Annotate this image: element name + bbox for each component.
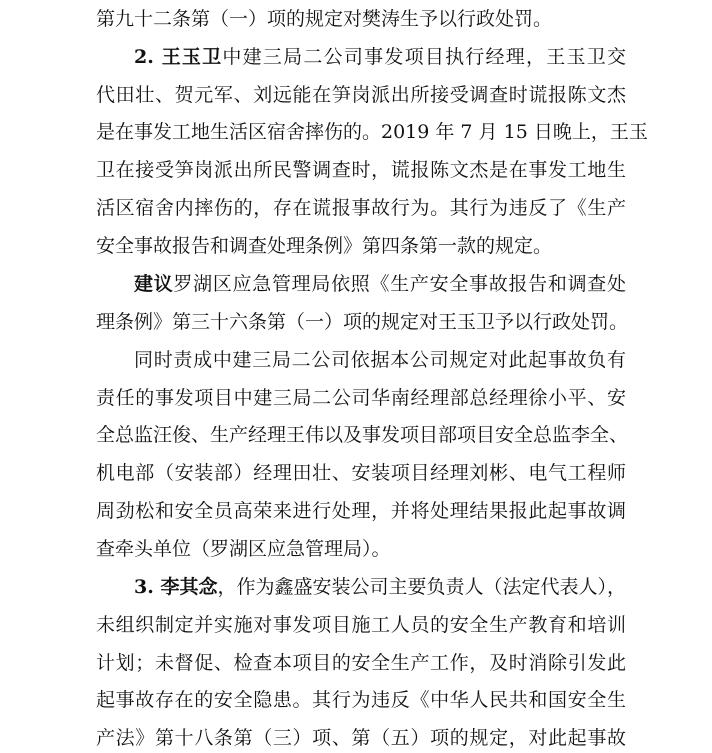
text-line: 活区宿舍内摔伤的，存在谎报事故行为。其行为违反了《生产 bbox=[96, 197, 626, 219]
person-heading: 3. 李其念 bbox=[134, 576, 218, 598]
text-line: 全总监汪俊、生产经理王伟以及事发项目部项目安全总监李全、 bbox=[96, 424, 629, 446]
text-line: 卫在接受笋岗派出所民警调查时，谎报陈文杰是在事发工地生 bbox=[96, 159, 626, 181]
text-line: 查牵头单位（罗湖区应急管理局）。 bbox=[96, 538, 391, 560]
text-line: ，作为鑫盛安装公司主要负责人（法定代表人）， bbox=[217, 576, 626, 598]
text-line: 机电部（安装部）经理田壮、安装项目经理刘彬、电气工程师 bbox=[96, 462, 626, 484]
text-line: 起事故存在的安全隐患。其行为违反《中华人民共和国安全生 bbox=[96, 689, 626, 711]
text-line: 未组织制定并实施对事发项目施工人员的安全生产教育和培训 bbox=[96, 614, 626, 636]
person-heading: 2. 王玉卫 bbox=[134, 46, 223, 68]
text-line: 第九十二条第（一）项的规定对樊涛生予以行政处罚。 bbox=[96, 8, 553, 30]
paragraph-responsibility: 同时责成中建三局二公司依据本公司规定对此起事故负有 bbox=[134, 349, 626, 371]
paragraph-suggestion bbox=[134, 269, 626, 299]
text-line: 安全事故报告和调查处理条例》第四条第一款的规定。 bbox=[96, 235, 553, 257]
text-line: 责任的事发项目中建三局二公司华南经理部总经理徐小平、安 bbox=[96, 387, 626, 409]
text-line: 周劲松和安全员高荣来进行处理，并将处理结果报此起事故调 bbox=[96, 500, 626, 522]
text-line: 计划；未督促、检查本项目的安全生产工作，及时消除引发此 bbox=[96, 652, 626, 674]
suggestion-heading: 建议 bbox=[134, 273, 174, 295]
text-line: 是在事发工地生活区宿舍摔伤的。2019 年 7 月 15 日晚上，王玉 bbox=[96, 121, 648, 143]
text-line: 产法》第十八条第（三）项、第（五）项的规定，对此起事故 bbox=[96, 727, 626, 749]
text-line: 理条例》第三十六条第（一）项的规定对王玉卫予以行政处罚。 bbox=[96, 311, 629, 333]
paragraph-person-2 bbox=[134, 42, 626, 72]
paragraph-person-3 bbox=[134, 572, 626, 602]
text-line: 代田壮、贺元军、刘远能在笋岗派出所接受调查时谎报陈文杰 bbox=[96, 84, 626, 106]
text-line: 中建三局二公司事发项目执行经理，王玉卫交 bbox=[222, 46, 626, 68]
text-line: 罗湖区应急管理局依照《生产安全事故报告和调查处 bbox=[173, 273, 626, 295]
